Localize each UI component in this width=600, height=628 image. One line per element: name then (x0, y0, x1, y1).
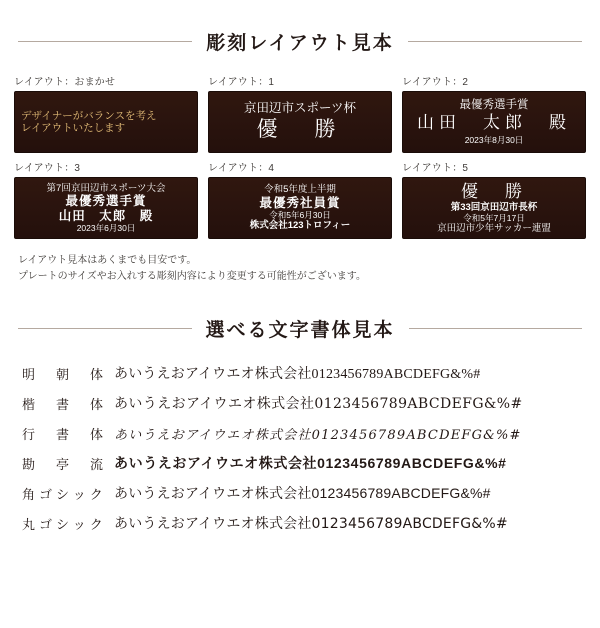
layout-sample-item (14, 73, 198, 153)
layout-sample-item (14, 159, 198, 239)
layout-sample-grid (14, 73, 586, 239)
section-heading-layout (0, 28, 600, 55)
section-heading-fonts (0, 315, 600, 342)
plate-line: 京田辺市スポーツ杯 (243, 101, 356, 116)
font-sample-text: あいうえおアイウエオ株式会社0123456789ABCDEFG&%# (114, 427, 522, 443)
note-line: レイアウト見本はあくまでも目安です。 (18, 255, 197, 266)
font-heading-text: 選べる文字書体見本 (205, 320, 395, 341)
note-line: プレートのサイズやお入れする彫刻内容により変更する可能性がございます。 (18, 271, 366, 282)
font-sample-row (22, 418, 582, 448)
plate-line: 第7回京田辺市スポーツ大会 (46, 182, 166, 194)
plate-line: 2023年6月30日 (76, 223, 136, 234)
engraving-plate (402, 177, 586, 239)
plate-line: 最優秀選手賞 (459, 99, 529, 112)
layout-sample-item (402, 73, 586, 153)
plate-line: デザイナーがバランスを考え (21, 109, 157, 122)
plate-line: 最優秀選手賞 (65, 193, 147, 208)
engraving-plate (14, 91, 198, 153)
engraving-plate (208, 177, 392, 239)
font-sample-text: あいうえおアイウエオ株式会社0123456789ABCDEFG&%# (114, 455, 507, 471)
font-name: 楷 書 体 (22, 396, 108, 412)
layout-heading-text: 彫刻レイアウト見本 (206, 33, 394, 54)
font-sample-row (22, 358, 582, 388)
plate-line: 京田辺市少年サッカー連盟 (437, 223, 551, 235)
plate-line: レイアウトいたします (21, 122, 126, 134)
font-name: 角ゴシック (22, 486, 107, 502)
layout-notes (18, 253, 582, 285)
font-sample-text: あいうえおアイウエオ株式会社0123456789ABCDEFG&%# (114, 396, 523, 412)
font-sample-row (22, 448, 582, 478)
font-name: 行 書 体 (22, 426, 108, 442)
plate-line: 山田 太郎 殿 (417, 112, 571, 132)
font-name: 勘 亭 流 (22, 456, 108, 472)
heading-rule-left (18, 41, 192, 42)
font-sample-text: あいうえおアイウエオ株式会社0123456789ABCDEFG&%# (114, 485, 491, 501)
layout-label: レイアウト：4 (208, 163, 275, 174)
plate-line: 令和5年6月30日 (269, 210, 331, 221)
plate-line: 令和5年7月17日 (463, 213, 525, 224)
plate-line: 株式会社123トロフィー (249, 220, 351, 232)
font-sample-row (22, 478, 582, 508)
font-name: 丸ゴシック (22, 516, 107, 532)
engraving-plate (402, 91, 586, 153)
layout-sample-item (208, 159, 392, 239)
document-page (0, 28, 600, 628)
plate-line: 2023年8月30日 (464, 134, 524, 145)
engraving-plate (208, 91, 392, 153)
font-sample-row (22, 508, 582, 538)
layout-sample-item (208, 73, 392, 153)
heading-rule-right (409, 328, 583, 329)
engraving-plate (14, 177, 198, 239)
plate-line: 令和5年度上半期 (264, 184, 336, 196)
font-sample-row (22, 388, 582, 418)
plate-line: 山田 太郎 殿 (58, 208, 154, 223)
heading-rule-left (18, 328, 192, 329)
layout-label: レイアウト：2 (402, 77, 469, 88)
font-name: 明 朝 体 (22, 366, 108, 382)
layout-sample-item (402, 159, 586, 239)
plate-line: 優 勝 (256, 117, 344, 141)
plate-line: 第33回京田辺市長杯 (450, 201, 538, 213)
layout-label: レイアウト：3 (14, 163, 81, 174)
font-sample-text: あいうえおアイウエオ株式会社0123456789ABCDEFG&%# (114, 367, 481, 382)
heading-rule-right (408, 41, 582, 42)
layout-label: レイアウト：1 (208, 77, 275, 88)
plate-line: 最優秀社員賞 (259, 195, 341, 210)
font-sample-text: あいうえおアイウエオ株式会社0123456789ABCDEFG&%# (114, 516, 508, 532)
plate-line: 優 勝 (461, 181, 527, 201)
layout-label: レイアウト：5 (402, 163, 469, 174)
layout-label: レイアウト：おまかせ (14, 77, 116, 88)
font-sample-list (22, 358, 582, 538)
